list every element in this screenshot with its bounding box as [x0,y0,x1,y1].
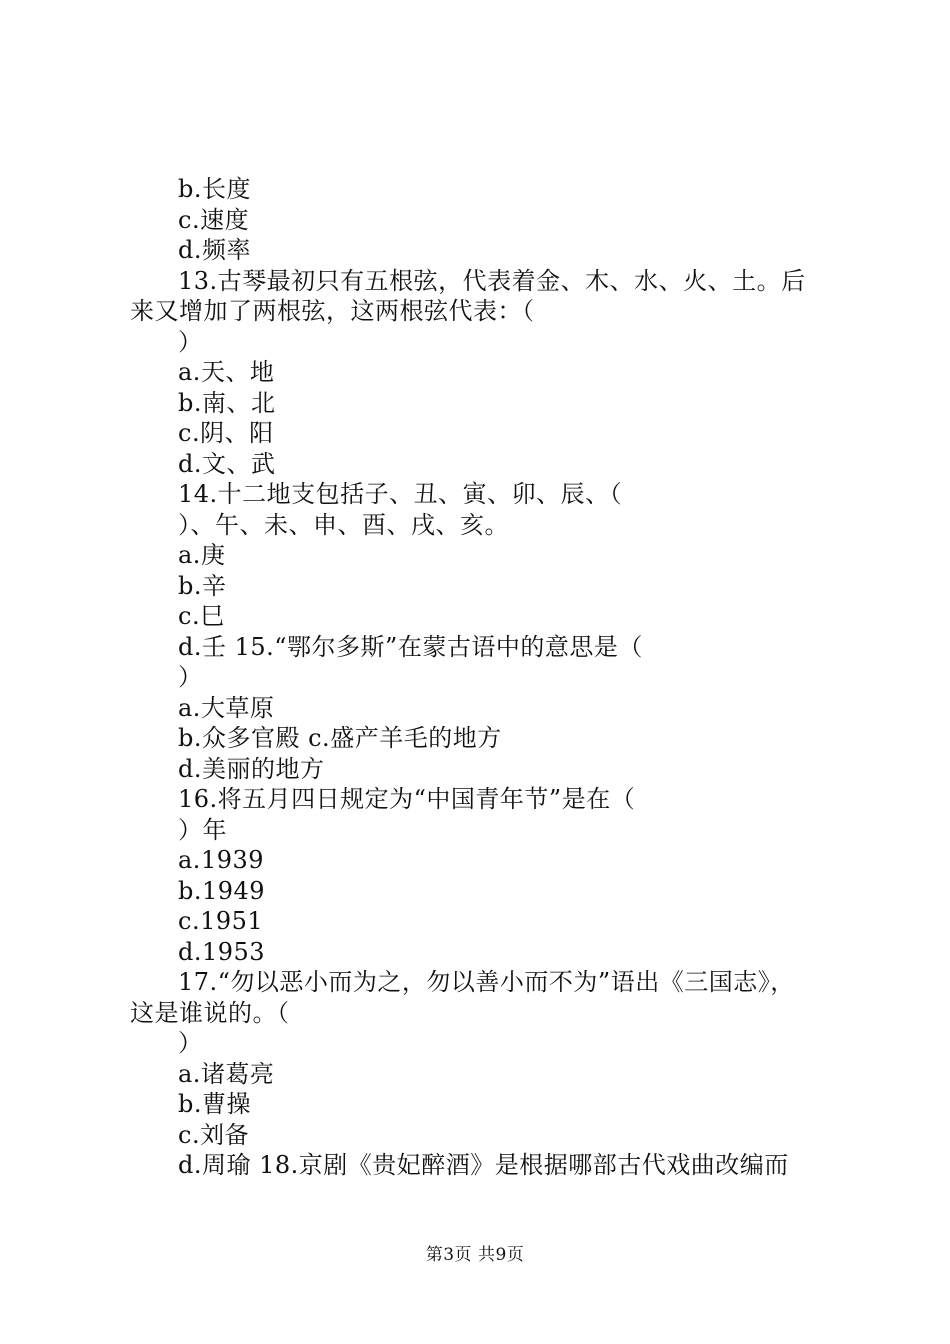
text-line: ）、午、未、申、酉、戌、亥。 [178,510,509,539]
text-line: ） [178,1029,203,1057]
text-line: 17.“勿以恶小而为之，勿以善小而不为”语出《三国志》， [178,968,795,996]
text-line: d.周瑜 18.京剧《贵妃醉酒》是根据哪部古代戏曲改编而 [178,1151,789,1179]
text-line: a.庚 [178,541,226,569]
text-line: b.辛 [178,571,227,600]
text-line: c.巳 [178,602,225,630]
text-line: a.1939 [178,846,265,874]
page-number-label: 第3页 共9页 [425,1245,525,1265]
document-body [0,174,950,1181]
text-line: b.曹操 [178,1090,251,1118]
text-line: d.壬 15.“鄂尔多斯”在蒙古语中的意思是（ [178,632,643,661]
text-line: d.文、武 [178,449,276,478]
text-line: a.大草原 [178,693,275,722]
text-line: 13.古琴最初只有五根弦，代表着金、木、水、火、土。后 [178,266,806,295]
text-line: a.诸葛亮 [178,1059,275,1088]
text-line: ） [178,663,203,691]
page-footer [0,1244,950,1266]
text-line: d.1953 [178,937,266,966]
text-line: b.长度 [178,175,251,203]
text-line: ）年 [178,815,227,844]
text-line: 来又增加了两根弦，这两根弦代表：（ [130,297,535,325]
text-line: b.南、北 [178,388,276,417]
text-line: c.速度 [178,205,250,234]
text-line: c.阴、阳 [178,419,274,447]
text-line: b.众多官殿 c.盛产羊毛的地方 [178,724,502,752]
text-line: 14.十二地支包括子、丑、寅、卯、辰、（ [178,480,623,508]
text-line: b.1949 [178,876,266,905]
text-line: c.刘备 [178,1120,250,1149]
text-line: c.1951 [178,907,264,935]
text-line: a.天、地 [178,358,275,386]
text-line: 这是谁说的。（ [130,998,290,1027]
text-line: 16.将五月四日规定为“中国青年节”是在（ [178,785,636,813]
text-line: d.美丽的地方 [178,754,325,783]
text-line: d.频率 [178,236,251,264]
text-line: ） [178,327,203,356]
